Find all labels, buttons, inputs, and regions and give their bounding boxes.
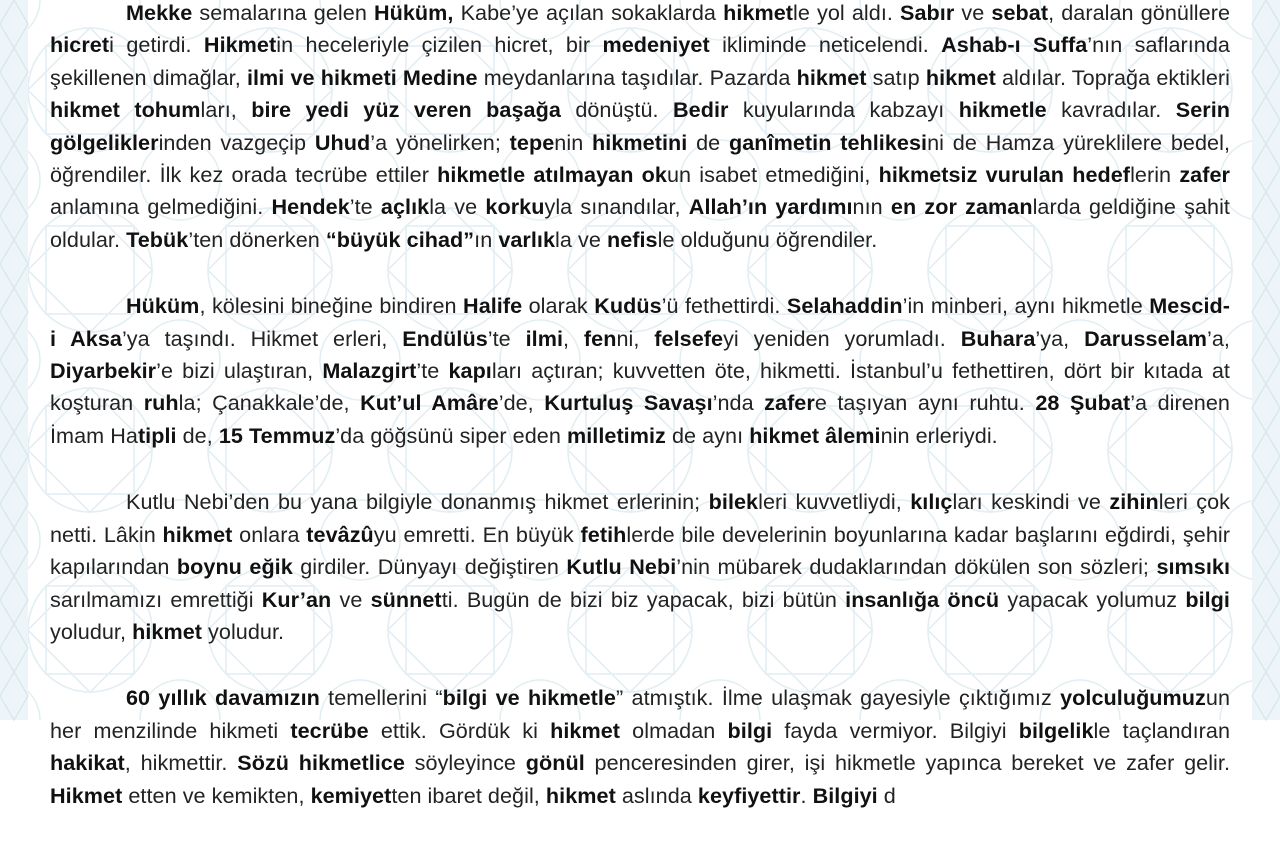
text-run: nin erleriydi. xyxy=(880,422,998,448)
text-run: aldılar. Toprağa ektikleri xyxy=(995,64,1230,90)
text-run: girdiler. Dünyayı değiştiren xyxy=(292,554,567,580)
bold-text-run: sünnet xyxy=(370,586,442,612)
text-run: ın xyxy=(474,226,499,252)
text-run: temellerini “ xyxy=(319,685,443,711)
bold-text-run: Mescid-i Aksa xyxy=(50,293,1230,351)
bold-text-run: tecrübe xyxy=(290,717,369,743)
bold-text-run: zihin xyxy=(1109,489,1159,515)
text-run: . xyxy=(800,782,813,808)
bold-text-run: Bilgiyi xyxy=(812,782,878,808)
bold-text-run: açlık xyxy=(380,194,430,220)
text-run: olarak xyxy=(522,293,595,319)
bold-text-run: Hüküm xyxy=(126,293,200,319)
text-run: ” atmıştık. İlme ulaşmak gayesiyle çıktığımız xyxy=(616,685,1061,711)
bold-text-run: Kutlu Nebi xyxy=(566,554,677,580)
bold-text-run: 15 Temmuz xyxy=(218,422,336,448)
text-run: onlara xyxy=(232,521,307,547)
bold-text-run: felsefe xyxy=(654,325,724,351)
text-run: yapacak yolumuz xyxy=(999,586,1186,612)
bold-text-run: Diyarbekir xyxy=(50,358,157,384)
bold-text-run: tepe xyxy=(509,129,555,155)
bold-text-run: hikmet xyxy=(723,0,793,25)
bold-text-run: bilek xyxy=(708,489,759,515)
bold-text-run: Selahaddin xyxy=(786,293,903,319)
left-decorative-band xyxy=(0,0,28,720)
text-run: un her menzilinde hikmeti xyxy=(50,685,1231,743)
text-run: ti. Bugün de bizi biz yapacak, bizi bütün xyxy=(441,586,846,612)
bold-text-run: hakikat xyxy=(50,750,125,776)
bold-text-run: hikmet âlemi xyxy=(749,422,881,448)
text-run: la ve xyxy=(555,226,607,252)
text-run: , kölesini bineğine bindiren xyxy=(199,293,464,319)
text-run: yi yeniden yorumladı. xyxy=(723,325,961,351)
bold-text-run: zafer xyxy=(764,390,815,416)
bold-text-run: hikmetle atılmayan ok xyxy=(437,162,667,188)
bold-text-run: Halife xyxy=(463,293,523,319)
bold-text-run: ganîmetin tehlikesi xyxy=(729,129,928,155)
text-run: ’nda xyxy=(712,390,765,416)
bold-text-run: hikmetle xyxy=(958,97,1047,123)
bold-text-run: Hikmet xyxy=(203,32,277,58)
text-run: fayda vermiyor. Bilgiyi xyxy=(772,717,1019,743)
text-run: ikliminde neticelendi. xyxy=(709,32,942,58)
text-run: ’te xyxy=(349,194,381,220)
text-run: kavradılar. xyxy=(1046,97,1176,123)
text-run: de xyxy=(687,129,729,155)
right-decorative-band xyxy=(1252,0,1280,720)
bold-text-run: Bedir xyxy=(673,97,729,123)
text-run: ’in minberi, aynı hikmetle xyxy=(902,293,1150,319)
bold-text-run: 28 Şubat xyxy=(1035,390,1131,416)
text-run: e taşıyan aynı ruhtu. xyxy=(814,390,1036,416)
bold-text-run: bilgi xyxy=(727,717,773,743)
text-run: ’da göğsünü siper eden xyxy=(335,422,567,448)
text-run: sarılmamızı emrettiği xyxy=(50,586,262,612)
text-run: satıp xyxy=(866,64,926,90)
text-run: Kutlu Nebi’den bu yana bilgiyle donanmış hikmet erlerinin; xyxy=(126,489,709,515)
text-run: ’te xyxy=(416,358,449,384)
text-run: yoludur, xyxy=(50,618,133,644)
bold-text-run: nefis xyxy=(606,226,658,252)
text-run: le taçlandıran xyxy=(1093,717,1230,743)
text-run: meydanlarına taşıdılar. Pazarda xyxy=(477,64,797,90)
text-run: ları keskindi ve xyxy=(952,489,1110,515)
text-run: ’ü fethettirdi. xyxy=(661,293,787,319)
bold-text-run: Kurtuluş Savaşı xyxy=(544,390,713,416)
text-run: le olduğunu öğrendiler. xyxy=(657,226,878,252)
bold-text-run: Buhara xyxy=(960,325,1036,351)
bold-text-run: hikmetini xyxy=(592,129,688,155)
text-run: dönüştü. xyxy=(560,97,673,123)
bold-text-run: korku xyxy=(485,194,545,220)
bold-text-run: hikmet xyxy=(162,521,233,547)
text-run: de, xyxy=(176,422,219,448)
bold-text-run: en zor zaman xyxy=(890,194,1033,220)
bold-text-run: hikmet xyxy=(550,717,620,743)
text-run: ’e bizi ulaştıran, xyxy=(156,358,323,384)
text-run: ’a yönelirken; xyxy=(370,129,510,155)
bold-text-run: Kudüs xyxy=(594,293,662,319)
bold-text-run: hikmet xyxy=(925,64,996,90)
bold-text-run: “büyük cihad” xyxy=(325,226,475,252)
text-run: leri çok netti. Lâkin xyxy=(50,489,1230,547)
bold-text-run: Kut’ul Amâre xyxy=(360,390,499,416)
bold-text-run: Tebük xyxy=(126,226,189,252)
paragraph-2 xyxy=(50,290,1230,452)
bold-text-run: kılıç xyxy=(910,489,953,515)
paragraph-3 xyxy=(50,486,1230,648)
text-run: le yol aldı. xyxy=(793,0,901,25)
bold-text-run: Serin gölgelikler xyxy=(50,97,1231,155)
text-run: söyleyince xyxy=(404,750,526,776)
text-run: ’ten dönerken xyxy=(188,226,326,252)
paragraph-4 xyxy=(50,682,1230,812)
bold-text-run: hicret xyxy=(50,32,110,58)
text-run: ’ya, xyxy=(1035,325,1085,351)
text-run: ’ya taşındı. Hikmet erleri, xyxy=(121,325,403,351)
text-run: inden vazgeçip xyxy=(158,129,315,155)
bold-text-run: Hendek xyxy=(271,194,350,220)
text-run: ni, xyxy=(616,325,655,351)
bold-text-run: 60 yıllık davamızın xyxy=(126,685,320,711)
bold-text-run: tevâzû xyxy=(306,521,374,547)
bold-text-run: Ashab-ı Suffa xyxy=(941,32,1088,58)
bold-text-run: ruh xyxy=(143,390,179,416)
bold-text-run: Hüküm, xyxy=(373,0,454,25)
text-run: ten ibaret değil, xyxy=(391,782,546,808)
bold-text-run: Kur’an xyxy=(261,586,332,612)
bold-text-run: ilmi xyxy=(525,325,563,351)
text-run: etten ve kemikten, xyxy=(122,782,311,808)
bold-text-run: Sabır xyxy=(900,0,955,25)
text-run: de aynı xyxy=(665,422,750,448)
text-run: un isabet etmediğini, xyxy=(666,162,879,188)
text-run: yoludur. xyxy=(202,618,285,644)
bold-text-run: varlık xyxy=(498,226,556,252)
text-run: Kabe’ye açılan sokaklarda xyxy=(453,0,724,25)
bold-text-run: bire yedi yüz veren başağa xyxy=(251,97,561,123)
text-run: yu emretti. En büyük xyxy=(373,521,581,547)
text-run: ni de Hamza yüreklilere bedel, öğrendiler. İlk kez orada tecrübe ettiler xyxy=(50,129,1230,188)
bold-text-run: hikmet xyxy=(545,782,616,808)
text-run: in heceleriyle çizilen hicret, bir xyxy=(276,32,603,58)
bold-text-run: fen xyxy=(583,325,617,351)
bold-text-run: yolculuğumuz xyxy=(1060,685,1206,711)
text-run: ’te xyxy=(487,325,526,351)
bold-text-run: Uhud xyxy=(314,129,371,155)
bold-text-run: sebat xyxy=(991,0,1049,25)
bold-text-run: sımsıkı xyxy=(1156,554,1231,580)
text-run: ’a direnen İmam Ha xyxy=(50,390,1230,448)
bold-text-run: Malazgirt xyxy=(322,358,417,384)
text-run: , xyxy=(563,325,584,351)
text-run: ’de, xyxy=(498,390,545,416)
text-run: ’nın saflarında şekillenen dimağlar, xyxy=(50,32,1230,90)
text-run: yla sınandılar, xyxy=(544,194,689,220)
text-run: la; Çanakkale’de, xyxy=(178,390,361,416)
bold-text-run: kemiyet xyxy=(310,782,392,808)
paragraph-1 xyxy=(50,0,1230,256)
bold-text-run: Endülüs xyxy=(402,325,488,351)
text-run: i getirdi. xyxy=(109,32,204,58)
text-run: leri kuvvetliydi, xyxy=(758,489,911,515)
bold-text-run: tipli xyxy=(137,422,177,448)
text-run: ve xyxy=(954,0,992,25)
bold-text-run: Mekke xyxy=(126,0,193,25)
bold-text-run: medeniyet xyxy=(602,32,710,58)
bold-text-run: fetih xyxy=(580,521,627,547)
text-run: , daralan gönüllere xyxy=(1048,0,1230,25)
bold-text-run: hikmet tohum xyxy=(50,97,201,123)
bold-text-run: milletimiz xyxy=(566,422,666,448)
bold-text-run: Darusselam xyxy=(1084,325,1207,351)
text-run: ettik. Gördük ki xyxy=(368,717,551,743)
bold-text-run: keyfiyettir xyxy=(697,782,801,808)
bold-text-run: hikmet xyxy=(132,618,202,644)
bold-text-run: ilmi ve hikmeti Medine xyxy=(246,64,478,90)
text-run: aslında xyxy=(615,782,698,808)
text-run: penceresinden girer, işi hikmetle yapınca bereket ve zafer gelir. xyxy=(584,750,1230,776)
text-run: semalarına gelen xyxy=(192,0,374,25)
text-run: ları, xyxy=(200,97,252,123)
text-run: larda geldiğine şahit oldular. xyxy=(50,194,1230,252)
bold-text-run: hikmetsiz vurulan hedef xyxy=(878,162,1131,188)
bold-text-run: Hikmet xyxy=(50,782,123,808)
bold-text-run: bilgi ve hikmetle xyxy=(442,685,616,711)
bold-text-run: zafer xyxy=(1179,162,1230,188)
text-run: lerde bile develerinin boyunlarına kadar başlarını eğdirdi, şehir kapılarından xyxy=(50,521,1230,580)
bold-text-run: kapı xyxy=(448,358,492,384)
bold-text-run: boynu eğik xyxy=(176,554,293,580)
text-run: d xyxy=(877,782,896,808)
bold-text-run: gönül xyxy=(525,750,585,776)
text-run: olmadan xyxy=(620,717,728,743)
bold-text-run: Allah’ın yardımı xyxy=(688,194,853,220)
bold-text-run: Sözü hikmetlice xyxy=(237,750,405,776)
bold-text-run: insanlığa öncü xyxy=(845,586,1000,612)
text-run: ve xyxy=(331,586,371,612)
text-run: nın xyxy=(852,194,891,220)
text-run: nin xyxy=(554,129,593,155)
text-run: ’a, xyxy=(1207,325,1230,351)
text-run: lerin xyxy=(1130,162,1180,188)
article-body xyxy=(50,0,1230,846)
text-run: kuyularında kabzayı xyxy=(728,97,959,123)
text-run: anlamına gelmediğini. xyxy=(50,194,272,220)
bold-text-run: bilgelik xyxy=(1018,717,1094,743)
text-run: la ve xyxy=(429,194,486,220)
text-run: ’nin mübarek dudaklarından dökülen son sözleri; xyxy=(676,554,1157,580)
bold-text-run: bilgi xyxy=(1185,586,1230,612)
bold-text-run: hikmet xyxy=(796,64,867,90)
text-run: , hikmettir. xyxy=(124,750,238,776)
text-run: ları açtıran; kuvvetten öte, hikmetti. İstanbul’u fethettiren, dört bir kıtada at koşturan xyxy=(50,358,1230,416)
